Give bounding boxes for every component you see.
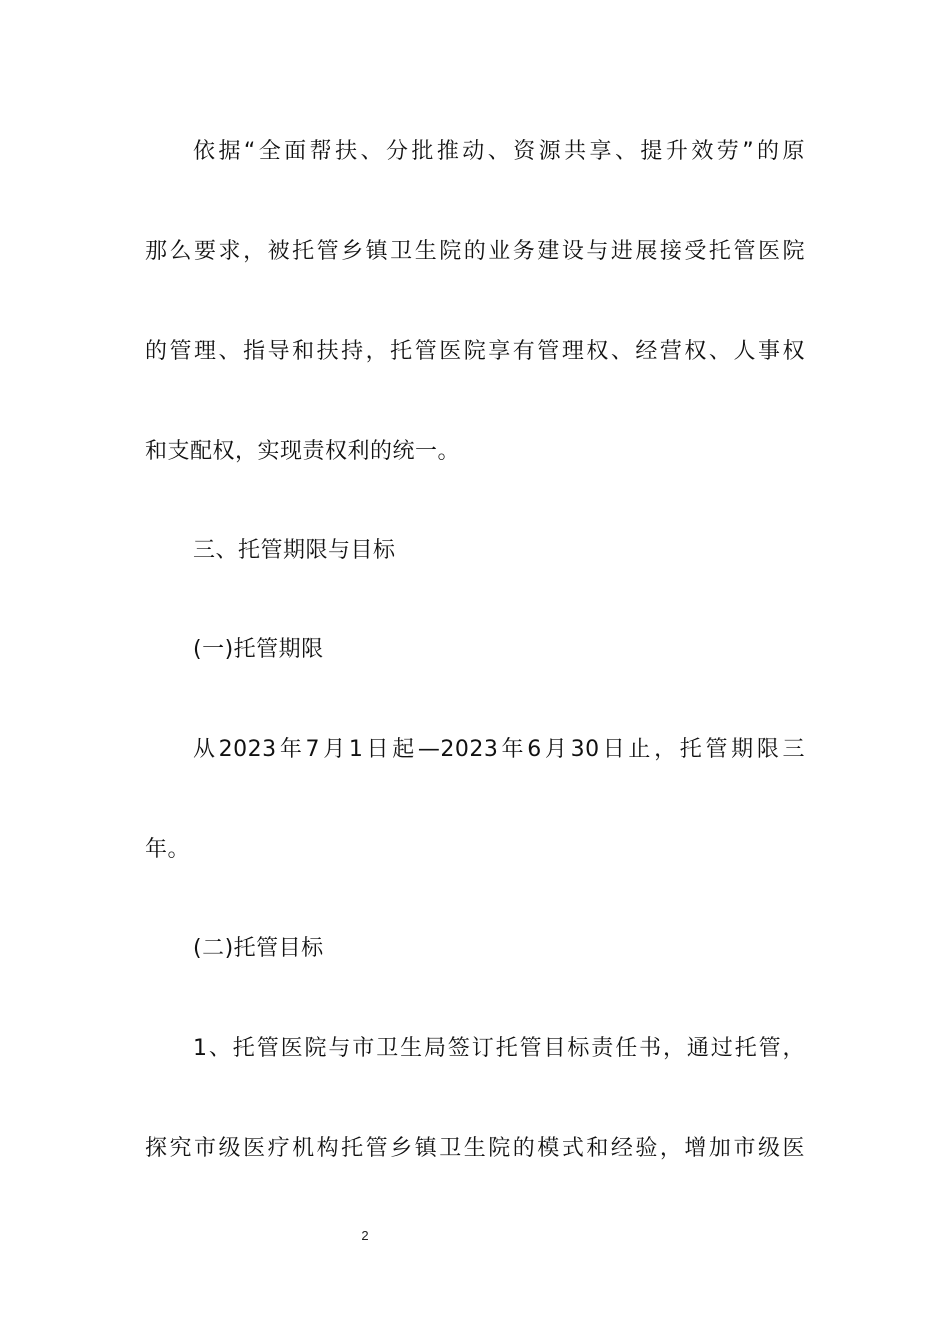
paragraph-line: 1、托管医院与市卫生局签订托管目标责任书，通过托管， bbox=[193, 1036, 805, 1061]
page-number: 2 bbox=[361, 1228, 369, 1243]
paragraph-line: 那么要求，被托管乡镇卫生院的业务建设与进展接受托管医院 bbox=[145, 239, 805, 264]
paragraph-line: 探究市级医疗机构托管乡镇卫生院的模式和经验，增加市级医 bbox=[145, 1136, 805, 1161]
paragraph-line: 和支配权，实现责权利的统一。 bbox=[145, 439, 461, 464]
paragraph-line: 依据“全面帮扶、分批推动、资源共享、提升效劳”的原 bbox=[193, 139, 805, 164]
section-heading: 三、托管期限与目标 bbox=[193, 538, 396, 563]
subsection-heading: (一)托管期限 bbox=[193, 637, 324, 662]
subsection-heading: (二)托管目标 bbox=[193, 936, 324, 961]
paragraph-line: 年。 bbox=[145, 837, 191, 862]
paragraph-line: 从2023年7月1日起—2023年6月30日止，托管期限三 bbox=[193, 737, 805, 762]
paragraph-line: 的管理、指导和扶持，托管医院享有管理权、经营权、人事权 bbox=[145, 339, 805, 364]
